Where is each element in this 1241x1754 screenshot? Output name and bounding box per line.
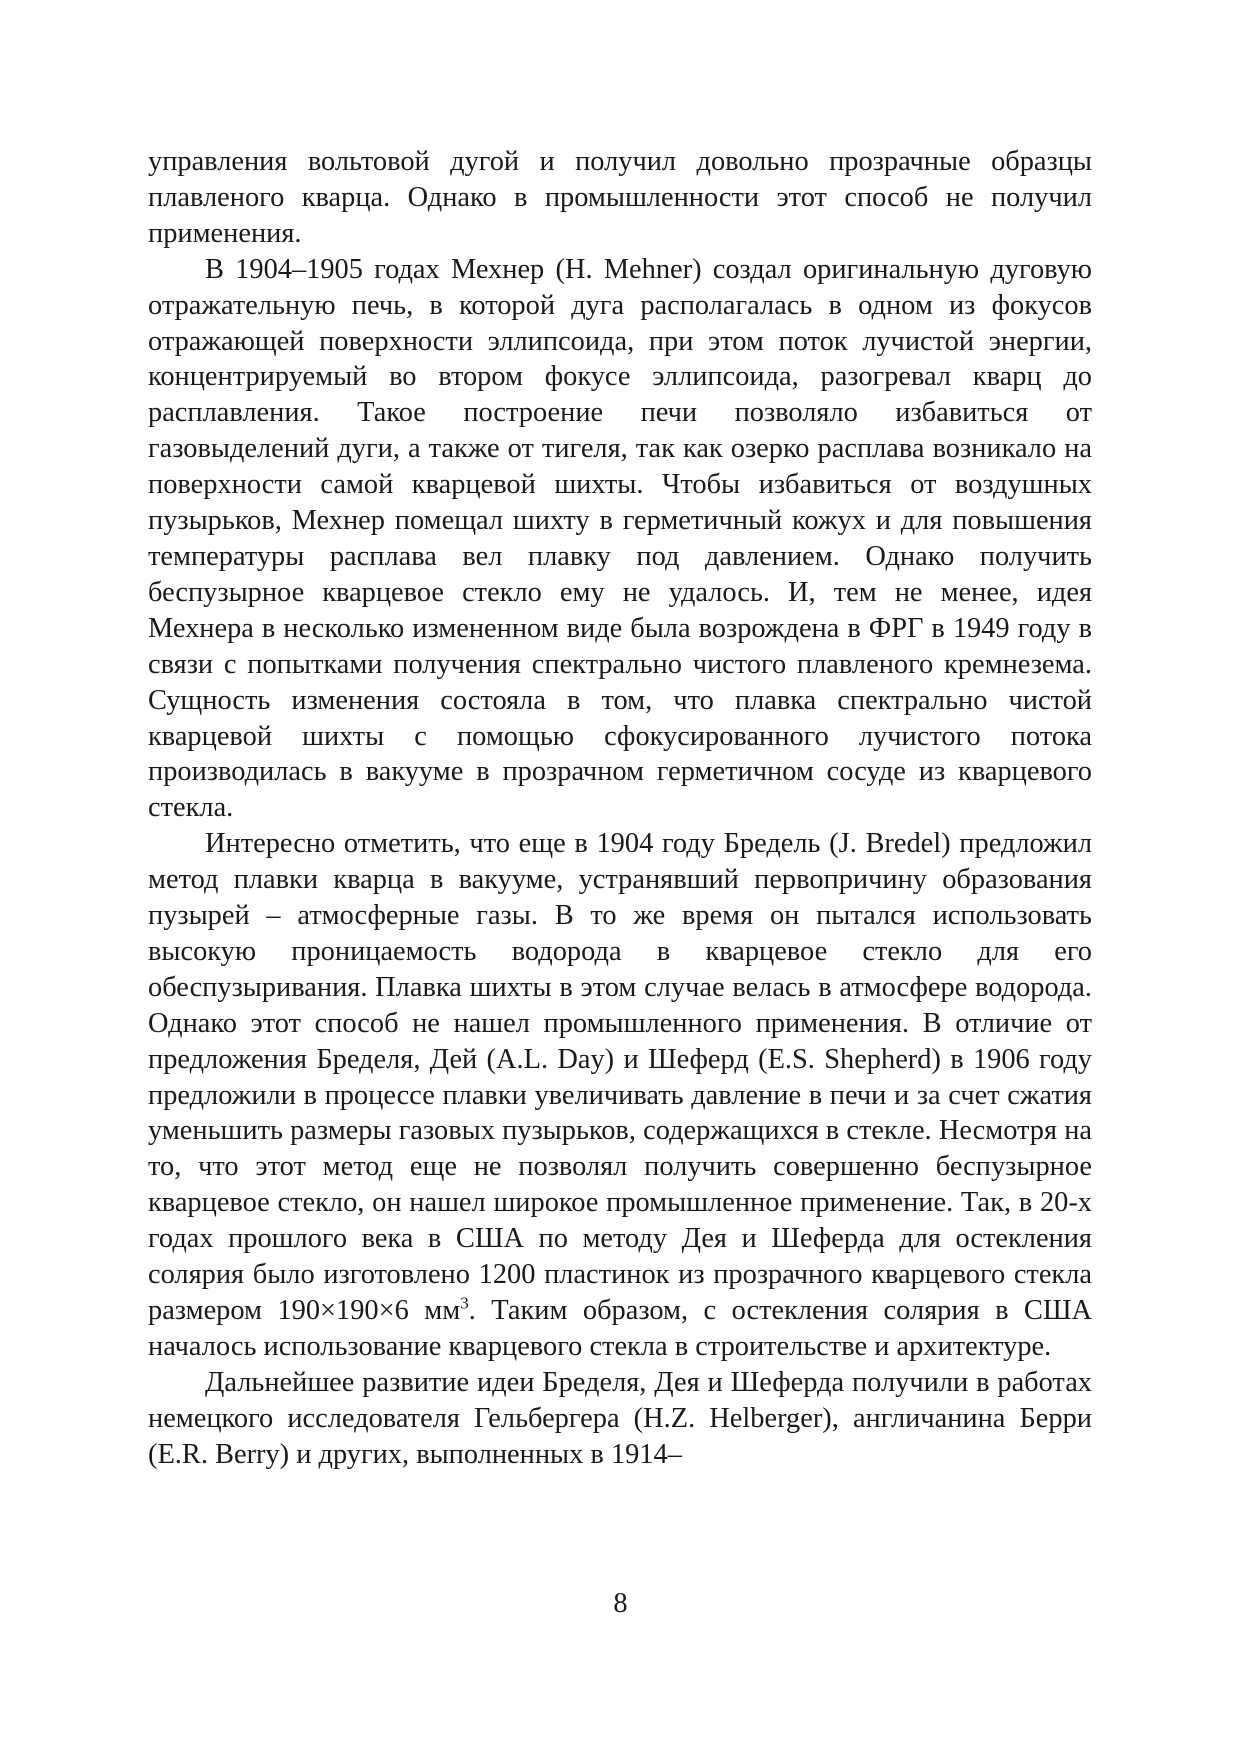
paragraph-4: Дальнейшее развитие идеи Бределя, Дея и Шеферда получили в работах немецкого исследователя Гельбергера (H.Z. Helberger), англичанина Берри (E.R. Berry) и других, выполненных в 1914– — [148, 1366, 1092, 1470]
cubic-superscript: 3 — [460, 1293, 469, 1313]
page-body — [148, 144, 1092, 1473]
page-number: 8 — [613, 1588, 628, 1619]
paragraph-2: В 1904–1905 годах Мехнер (H. Mehner) создал оригинальную дуговую отражательную печь, в которой дуга располагалась в одном из фокусов отражающей поверхности эллипсоида, при этом поток лучистой энергии, концентрируемый во втором фокусе эллипсоида, разогревал кварц до расплавления. Такое построение печи позволяло избавиться от газовыделений дуги, а также от тигеля, так как озерко расплава возникало на поверхности самой кварцевой шихты. Чтобы избавиться от воздушных пузырьков, Мехнер помещал шихту в герметичный кожух и для повышения температуры расплава вел плавку под давлением. Однако получить беспузырное кварцевое стекло ему не удалось. И, тем не менее, идея Мехнера в несколько измененном виде была возрождена в ФРГ в 1949 году в связи с попытками получения спектрально чистого плавленого кремнезема. Сущность изменения состояла в том, что плавка спектрально чистой кварцевой шихты с помощью сфокусированного лучистого потока производилась в вакууме в прозрачном герметичном сосуде из кварцевого стекла. — [148, 253, 1092, 824]
paragraph-3-text: Интересно отметить, что еще в 1904 году Бредель (J. Bredel) предложил метод плавки кварца в вакууме, устранявший первопричину образования пузырей – атмосферные газы. В то же время он пытался использовать высокую проницаемость водорода в кварцевое стекло для его обеспузыривания. Плавка шихты в этом случае велась в атмосфере водорода. Однако этот способ не нашел промышленного применения. В отличие от предложения Бределя, Дей (A.L. Day) и Шеферд (E.S. Shepherd) в 1906 году предложили в процессе плавки увеличивать давление в печи и за счет сжатия уменьшить размеры газовых пузырьков, содержащихся в стекле. Несмотря на то, что этот метод еще не позволял получить совершенно беспузырное кварцевое стекло, он нашел широкое промышленное применение. Так, в 20-х годах прошлого века в США по методу Дея и Шеферда для остекления солярия было изготовлено 1200 пластинок из прозрачного кварцевого стекла размером 190×190×6 мм — [148, 828, 1092, 1326]
paragraph-3 — [148, 826, 1092, 1365]
paragraph-3-tail: . Таким образом, с остекления солярия в США началось использование кварцевого стекла в строительстве и архитектуре. — [148, 1295, 1092, 1362]
paragraph-1: управления вольтовой дугой и получил довольно прозрачные образцы плавленого кварца. Однако в промышленности этот способ не получил применения. — [148, 146, 1092, 249]
